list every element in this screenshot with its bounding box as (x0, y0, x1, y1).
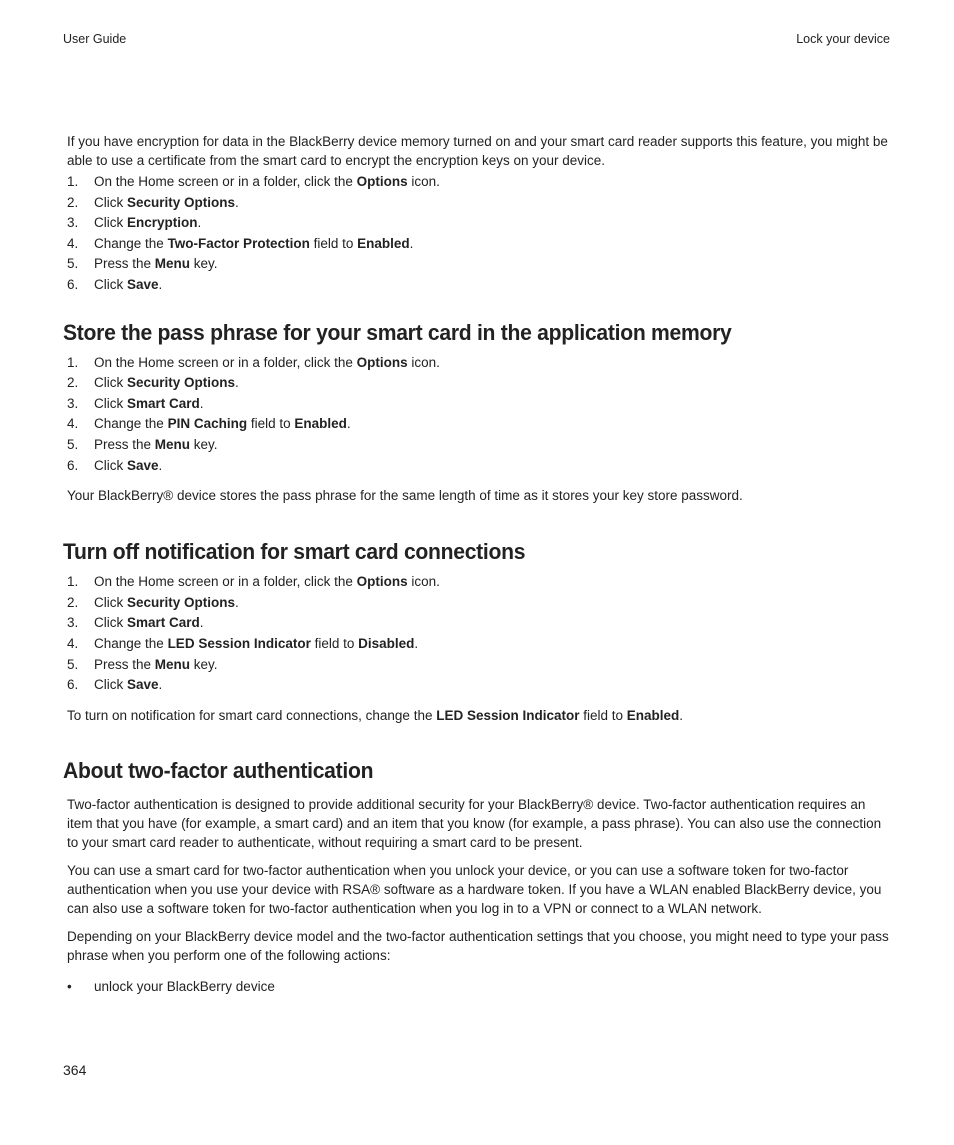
step-item (63, 254, 893, 275)
step-item (63, 634, 893, 655)
page-content (63, 132, 893, 997)
store-pass-phrase-note: Your BlackBerry® device stores the pass phrase for the same length of time as it stores your key store password. (67, 488, 743, 504)
step-item (63, 593, 893, 614)
step-text: Click Save. (94, 457, 163, 473)
heading-store-pass-phrase: Store the pass phrase for your smart card in the application memory (63, 319, 732, 345)
step-text: Click Security Options. (94, 375, 239, 391)
ui-term: Encryption (127, 215, 198, 231)
ui-term: LED Session Indicator (167, 635, 311, 651)
step-number: 3. (67, 395, 79, 411)
ui-term: Options (356, 174, 408, 189)
ui-term: Disabled (358, 635, 415, 651)
about-bullet-list (63, 977, 893, 997)
page-number: 364 (63, 1062, 87, 1078)
step-number: 3. (67, 215, 79, 231)
step-item (63, 172, 893, 193)
about-paragraph: Two-factor authentication is designed to provide additional security for your BlackBerry® device. Two-factor authentication requires an item that you have (for example, a smart card) and an item that you know (for example, a pass phrase). You can also use the connection to your smart card reader to authenticate, without requiring a smart card to be present. (67, 796, 882, 850)
step-number: 4. (67, 235, 79, 251)
intro-paragraph: If you have encryption for data in the BlackBerry device memory turned on and your smart card reader supports this feature, you might be able to use a certificate from the smart card to encrypt the encryption keys on your device. (67, 134, 888, 168)
step-number: 4. (67, 416, 79, 432)
ui-term: Smart Card (127, 615, 200, 631)
step-number: 5. (67, 256, 79, 272)
turn-off-notification-note: To turn on notification for smart card connections, change the LED Session Indicator field to Enabled. (67, 707, 684, 723)
step-text: Click Save. (94, 677, 163, 693)
step-number: 5. (67, 436, 79, 452)
ui-term: Save (127, 276, 159, 292)
heading-turn-off-notification: Turn off notification for smart card connections (63, 539, 526, 565)
step-number: 1. (67, 174, 79, 189)
step-number: 2. (67, 375, 79, 391)
bullet-item (63, 977, 893, 997)
step-item (63, 675, 893, 696)
step-text: Press the Menu key. (94, 436, 218, 452)
step-text: Click Security Options. (94, 194, 239, 210)
step-item (63, 275, 893, 296)
header-guide-title: User Guide (63, 32, 127, 46)
step-number: 5. (67, 656, 79, 672)
step-text: Change the PIN Caching field to Enabled. (94, 416, 351, 432)
ui-term: Enabled (626, 707, 680, 723)
ui-term: Two-Factor Protection (167, 235, 310, 251)
step-number: 4. (67, 635, 79, 651)
step-number: 6. (67, 276, 79, 292)
step-item (63, 213, 893, 234)
step-text: Press the Menu key. (94, 256, 218, 272)
step-text: Click Smart Card. (94, 395, 204, 411)
ui-term: Options (356, 354, 408, 370)
ui-term: Security Options (127, 375, 236, 391)
page-header (63, 32, 890, 46)
step-text: Click Save. (94, 276, 163, 292)
store-pass-phrase-steps (63, 353, 893, 477)
step-item (63, 414, 893, 435)
step-number: 2. (67, 594, 79, 610)
ui-term: Options (356, 574, 408, 590)
step-text: On the Home screen or in a folder, click the Options icon. (94, 354, 440, 370)
about-paragraph: Depending on your BlackBerry device model and the two-factor authentication settings that you choose, you might need to type your pass phrase when you perform one of the following actions: (67, 928, 889, 963)
ui-term: Enabled (294, 416, 347, 432)
step-item (63, 572, 893, 593)
step-item (63, 394, 893, 415)
step-item (63, 655, 893, 676)
step-text: On the Home screen or in a folder, click the Options icon. (94, 174, 440, 189)
step-number: 6. (67, 677, 79, 693)
turn-off-notification-steps (63, 572, 893, 696)
ui-term: Menu (154, 256, 191, 272)
step-item (63, 193, 893, 214)
heading-about-two-factor: About two-factor authentication (63, 757, 374, 783)
ui-term: Save (127, 457, 159, 473)
step-item (63, 373, 893, 394)
ui-term: Menu (154, 436, 191, 452)
step-item (63, 456, 893, 477)
ui-term: Enabled (357, 235, 410, 251)
step-number: 1. (67, 574, 79, 590)
step-item (63, 435, 893, 456)
step-number: 3. (67, 615, 79, 631)
ui-term: Menu (154, 656, 191, 672)
bullet-text: unlock your BlackBerry device (94, 978, 275, 994)
step-number: 2. (67, 194, 79, 210)
step-text: Change the Two-Factor Protection field to Enabled. (94, 235, 414, 251)
step-text: Change the LED Session Indicator field to Disabled. (94, 635, 419, 651)
step-number: 6. (67, 457, 79, 473)
step-text: On the Home screen or in a folder, click the Options icon. (94, 574, 440, 590)
header-section-title: Lock your device (796, 32, 890, 46)
step-item (63, 234, 893, 255)
step-text: Click Security Options. (94, 594, 239, 610)
step-item (63, 353, 893, 374)
step-number: 1. (67, 354, 79, 370)
ui-term: LED Session Indicator (436, 707, 580, 723)
ui-term: Save (127, 677, 159, 693)
ui-term: PIN Caching (167, 416, 248, 432)
step-text: Press the Menu key. (94, 656, 218, 672)
ui-term: Security Options (127, 594, 236, 610)
ui-term: Security Options (127, 194, 236, 210)
step-text: Click Encryption. (94, 215, 202, 231)
step-text: Click Smart Card. (94, 615, 204, 631)
ui-term: Smart Card (127, 395, 200, 411)
step-item (63, 613, 893, 634)
intro-steps (63, 172, 893, 296)
about-paragraph: You can use a smart card for two-factor authentication when you unlock your device, or you can use a software token for two-factor authentication when you use your device with RSA® software as a hardware token. If you have a WLAN enabled BlackBerry device, you can also use a software token for two-factor authentication when you log in to a VPN or connect to a WLAN network. (67, 862, 882, 916)
bullet-dot: • (67, 978, 72, 994)
